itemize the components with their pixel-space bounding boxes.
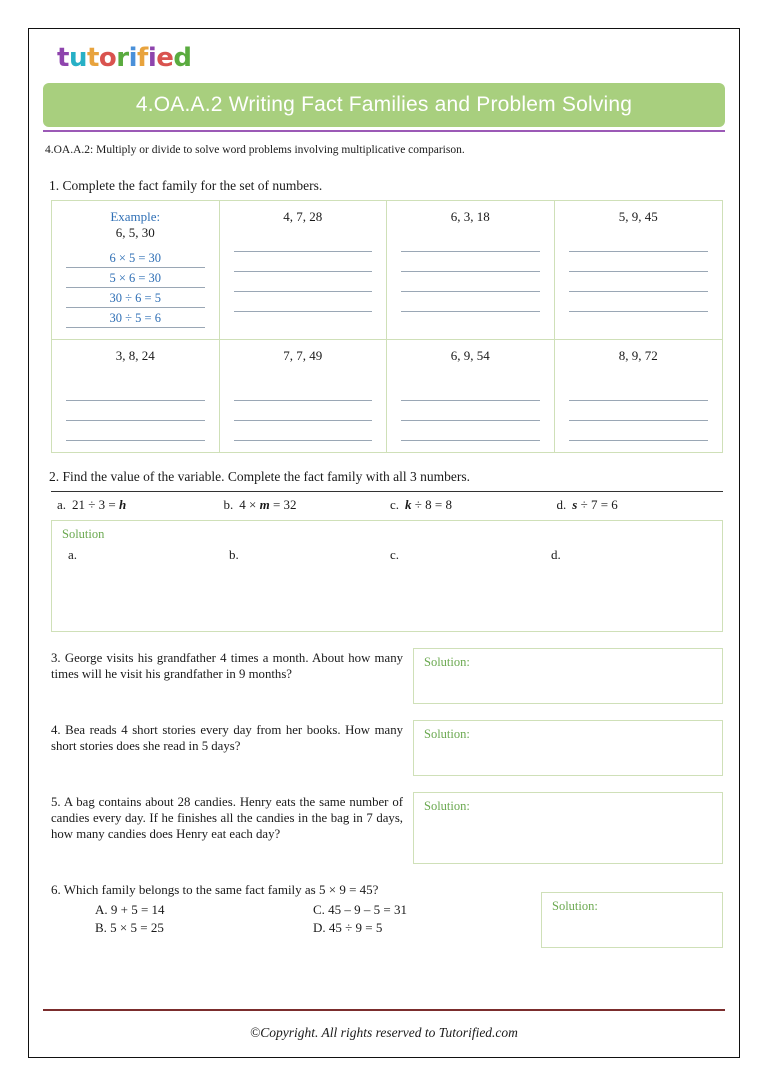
solution-label: Solution: — [424, 727, 470, 741]
answer-line[interactable] — [234, 422, 373, 441]
answer-line[interactable] — [66, 422, 205, 441]
solution-label: Solution — [62, 527, 105, 541]
answer-line[interactable] — [401, 273, 540, 292]
fact-family-numbers: 6, 9, 54 — [450, 348, 490, 363]
solution-letter-d: d. — [551, 547, 561, 562]
fact-family-grid — [51, 200, 723, 453]
q2-item-d-variable: s — [572, 497, 578, 512]
question-5-solution-box[interactable] — [413, 792, 723, 864]
q2-item-c — [390, 497, 557, 513]
answer-line[interactable] — [66, 402, 205, 421]
q2-item-c-expr-post: ÷ 8 = 8 — [411, 497, 452, 512]
answer-line[interactable] — [569, 293, 709, 312]
question-3-row — [51, 648, 723, 704]
question-4-text: 4. Bea reads 4 short stories every day from her books. How many short stories does she read in 5 days? — [51, 723, 403, 753]
answer-line[interactable] — [234, 293, 373, 312]
fact-family-cell[interactable] — [387, 201, 555, 340]
solution-label: Solution: — [424, 655, 470, 669]
standard-description: 4.OA.A.2: Multiply or divide to solve word problems involving multiplicative comparison. — [45, 144, 465, 156]
fact-family-numbers: 5, 9, 45 — [618, 209, 658, 224]
question-4-row — [51, 720, 723, 776]
worksheet-page — [28, 28, 740, 1058]
answer-line[interactable] — [569, 382, 709, 401]
example-numbers: 6, 5, 30 — [115, 225, 155, 240]
fact-family-cell[interactable] — [555, 201, 723, 340]
q2-item-a — [57, 497, 224, 513]
fact-family-cell[interactable] — [387, 340, 555, 452]
q2-item-b-variable: m — [259, 497, 270, 512]
answer-line[interactable] — [569, 422, 709, 441]
example-line: 5 × 6 = 30 — [66, 269, 205, 288]
fact-family-cell[interactable] — [220, 201, 388, 340]
fact-family-cell[interactable] — [555, 340, 723, 452]
answer-line[interactable] — [401, 422, 540, 441]
q2-item-b-label: b. — [223, 497, 234, 512]
question-5-text: 5. A bag contains about 28 candies. Henry eats the same number of candies every day. If he finishes all the candies in the bag in 7 days, how many candies does Henry eat each day? — [51, 795, 403, 841]
solution-letter-b: b. — [229, 547, 239, 562]
example-line: 30 ÷ 5 = 6 — [66, 309, 205, 328]
answer-line[interactable] — [569, 233, 709, 252]
footer-copyright: ©Copyright. All rights reserved to Tutorified.com — [250, 1025, 518, 1040]
choice-c[interactable]: C. 45 – 9 – 5 = 31 — [313, 902, 408, 917]
question-6-left — [51, 882, 531, 948]
solution-letters — [62, 547, 712, 563]
answer-line[interactable] — [234, 253, 373, 272]
tutorified-logo: tutorified — [57, 43, 192, 73]
question-2-items — [57, 497, 723, 513]
answer-line[interactable] — [234, 402, 373, 421]
q2-item-b-expr-pre: 4 × — [239, 497, 260, 512]
answer-line[interactable] — [569, 273, 709, 292]
question-6-row — [51, 882, 723, 948]
example-line: 6 × 5 = 30 — [66, 249, 205, 268]
answer-line[interactable] — [569, 402, 709, 421]
page-title: 4.OA.A.2 Writing Fact Families and Problem Solving — [135, 93, 633, 116]
q2-item-d-label: d. — [556, 497, 567, 512]
question-6-choices — [51, 902, 531, 936]
fact-family-cell[interactable] — [220, 340, 388, 452]
answer-line[interactable] — [234, 273, 373, 292]
q2-item-a-expr-pre: 21 ÷ 3 = — [72, 497, 119, 512]
fact-family-example-cell — [52, 201, 220, 340]
question-6-solution-box[interactable] — [541, 892, 723, 948]
q2-item-b — [224, 497, 391, 513]
answer-line[interactable] — [401, 253, 540, 272]
q2-item-d-expr-post: ÷ 7 = 6 — [577, 497, 618, 512]
question-4-solution-box[interactable] — [413, 720, 723, 776]
fact-family-numbers: 8, 9, 72 — [618, 348, 658, 363]
question-1-title: 1. Complete the fact family for the set of numbers. — [49, 178, 323, 193]
choice-a[interactable]: A. 9 + 5 = 14 — [95, 902, 165, 917]
fact-family-numbers: 6, 3, 18 — [450, 209, 490, 224]
choice-b[interactable]: B. 5 × 5 = 25 — [95, 920, 164, 935]
q2-item-c-variable: k — [405, 497, 412, 512]
example-label: Example: — [110, 209, 161, 224]
question-3-text: 3. George visits his grandfather 4 times a month. About how many times will he visit his grandfather in 9 months? — [51, 651, 403, 681]
fact-family-numbers: 3, 8, 24 — [115, 348, 155, 363]
question-6-stem: 6. Which family belongs to the same fact family as 5 × 9 = 45? — [51, 882, 379, 897]
choice-d[interactable]: D. 45 ÷ 9 = 5 — [313, 920, 383, 935]
question-2-solution-box[interactable] — [51, 520, 723, 632]
answer-line[interactable] — [401, 293, 540, 312]
solution-label: Solution: — [424, 799, 470, 813]
solution-letter-c: c. — [390, 547, 400, 562]
q2-item-c-label: c. — [390, 497, 400, 512]
banner-underline — [43, 130, 725, 132]
answer-line[interactable] — [569, 253, 709, 272]
answer-line[interactable] — [66, 382, 205, 401]
title-banner — [43, 83, 725, 127]
question-3-solution-box[interactable] — [413, 648, 723, 704]
footer-divider — [43, 1009, 725, 1011]
q2-item-b-expr-post: = 32 — [269, 497, 297, 512]
fact-family-numbers: 7, 7, 49 — [283, 348, 323, 363]
answer-line[interactable] — [234, 233, 373, 252]
question-5-row — [51, 792, 723, 864]
q2-item-d — [557, 497, 724, 513]
solution-letter-a: a. — [68, 547, 78, 562]
q2-item-a-label: a. — [57, 497, 67, 512]
q2-item-a-variable: h — [119, 497, 127, 512]
answer-line[interactable] — [401, 382, 540, 401]
question-2-rule — [51, 491, 723, 492]
fact-family-numbers: 4, 7, 28 — [283, 209, 323, 224]
answer-line[interactable] — [401, 233, 540, 252]
solution-label: Solution: — [552, 899, 598, 913]
fact-family-cell[interactable] — [52, 340, 220, 452]
logo-header — [29, 29, 739, 83]
example-line: 30 ÷ 6 = 5 — [66, 289, 205, 308]
question-2-title: 2. Find the value of the variable. Complete the fact family with all 3 numbers. — [49, 469, 471, 484]
answer-line[interactable] — [401, 402, 540, 421]
answer-line[interactable] — [234, 382, 373, 401]
